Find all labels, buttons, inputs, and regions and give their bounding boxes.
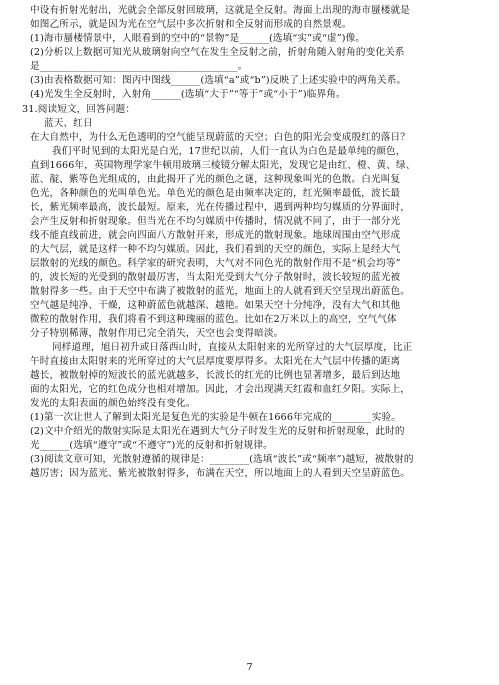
question-line: (1)海市蜃楼情景中，人眼看到的空中的“景物”是______(选填“实”或“虚”)像。: [30, 33, 366, 44]
paragraph-line: 微粒的散射作用，我们将看不到这种瑰丽的蓝色。比如在2万米以上的高空，空气气体: [30, 314, 397, 325]
paragraph-line: 分子特别稀薄，散射作用已完全消失，天空也会变得暗淡。: [30, 328, 284, 339]
question-line: (2)文中介绍光的散射实际是太阳光在遇到大气分子时发生光的反射和折射现象，此时的: [30, 426, 405, 437]
page-number: 7: [246, 662, 253, 673]
question-line: 越厉害；因为蓝光、紫光被散射得多，布满在天空，所以地面上的人看到天空呈蔚蓝色。: [30, 468, 411, 479]
paragraph-line: 线不能直线前进，就会向四面八方散射开来，形成光的散射现象。地球周围由空气形成: [30, 230, 401, 241]
question-line: (4)光发生全反射时，入射角______(选填“大于”“等于”或“小于”)临界角。: [30, 89, 346, 100]
article-title: 蓝天、红日: [44, 118, 93, 129]
paragraph-line: 层散射的光线的颜色。科学家的研究表明，大气对不同色光的散射作用不是“机会均等”: [30, 258, 401, 269]
paragraph-line: 直到1666年，英国物理学家牛顿用玻璃三棱镜分解太阳光，发现它是由红、橙、黄、绿、: [30, 160, 416, 171]
paragraph-line: 会产生反射和折射现象。但当光在不均匀媒质中传播时，情况就不同了，由于一部分光: [30, 216, 401, 227]
paragraph-line: 中设有折射光射出，光就会全部反射回玻璃，这就是全反射。海面上出现的海市蜃楼就是: [30, 5, 411, 16]
section-heading: 31.阅读短文，回答问题：: [22, 104, 136, 115]
question-line: (2)分析以上数据可知光从玻璃射向空气在发生全反射之前，折射角随入射角的变化关系: [30, 47, 405, 58]
paragraph-line: 我们平时见到的太阳光是白光，17世纪以前，人们一直认为白色是最单纯的颜色，: [52, 146, 406, 157]
paragraph-line: 如图乙所示，就是因为光在空气层中多次折射和全反射而形成的自然景观。: [30, 19, 352, 30]
paragraph-line: 在大自然中，为什么无色透明的空气能呈现蔚蓝的天空；白色的阳光会变成殷红的落日？: [30, 132, 411, 143]
paragraph-line: 的大气层，就是这样一种不均匀媒质。因此，我们看到的天空的颜色，实际上是经大气: [30, 244, 401, 255]
paragraph-line: 的，波长短的光受到的散射最厉害，当太阳光受到大气分子散射时，波长较短的蓝光被: [30, 272, 401, 283]
question-line: (1)第一次让世人了解到太阳光是复色光的实验是牛顿在1666年完成的________实验。: [30, 412, 401, 423]
paragraph-line: 越长，被散射掉的短波长的蓝光就越多，长波长的红光的比例也显著增多，最后到达地: [30, 370, 401, 381]
paragraph-line: 同样道理，旭日初升或日落西山时，直接从太阳射来的光所穿过的大气层厚度，比正: [52, 342, 413, 353]
paragraph-line: 空气越是纯净、干燥，这种蔚蓝色就越深、越艳。如果天空十分纯净，没有大气和其他: [30, 300, 401, 311]
question-line: 是________________________________________。: [30, 61, 248, 72]
paragraph-line: 散射得多一些。由于天空中布满了被散射的蓝光，地面上的人就看到天空呈现出蔚蓝色。: [30, 286, 411, 297]
paragraph-line: 午时直接由太阳射来的光所穿过的大气层厚度要厚得多。太阳光在大气层中传播的距离: [30, 356, 401, 367]
question-line: 光______(选填“遵守”或“不遵守”)光的反射和折射规律。: [30, 440, 273, 451]
paragraph-line: 长，紫光频率最高，波长最短。原来，光在传播过程中，遇到两种均匀媒质的分界面时，: [30, 202, 411, 213]
question-line: (3)由表格数据可知：图丙中图线______(选填“a”或“b”)反映了上述实验中的两角关系。: [30, 75, 407, 86]
paragraph-line: 色光，各种颜色的光叫单色光。单色光的颜色是由频率决定的，红光频率最低，波长最: [30, 188, 401, 199]
paragraph-line: 发光的太阳表面的颜色始终没有变化。: [30, 398, 196, 409]
paragraph-line: 蓝、靛、紫等色光组成的，由此揭开了光的颜色之谜，这种现象叫光的色散。白光叫复: [30, 174, 401, 185]
paragraph-line: 面的太阳光，它的红色成分也相对增加。因此，才会出现满天红霞和血红夕阳。实际上，: [30, 384, 411, 395]
question-line: (3)阅读文章可知，光散射遵循的规律是：________(选填“波长”或“频率”)越短，被散射的: [30, 454, 414, 465]
